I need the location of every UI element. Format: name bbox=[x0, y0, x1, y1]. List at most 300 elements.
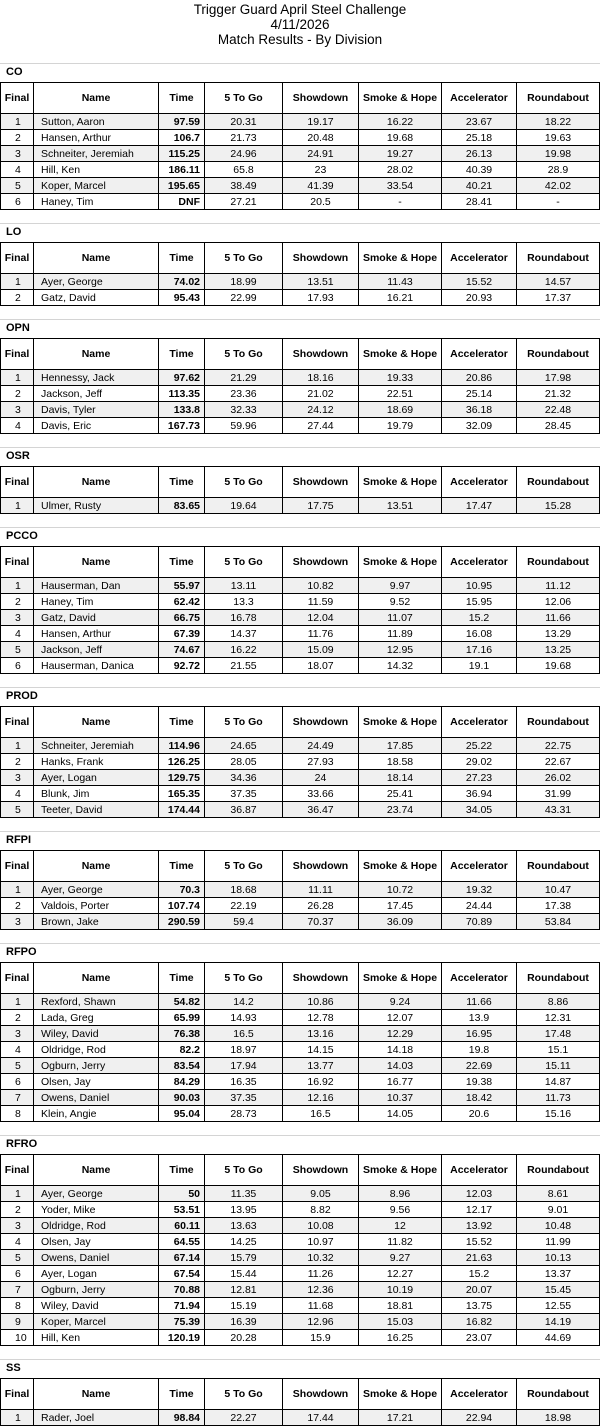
cell-accelerator: 19.32 bbox=[442, 882, 517, 898]
cell-name: Blunk, Jim bbox=[34, 786, 159, 802]
cell-showdown: 24 bbox=[283, 770, 359, 786]
cell-accelerator: 24.44 bbox=[442, 898, 517, 914]
cell-showdown: 8.82 bbox=[283, 1202, 359, 1218]
table-row bbox=[1, 1106, 600, 1122]
column-header-five-to-go: 5 To Go bbox=[205, 243, 283, 274]
column-header-final: Final bbox=[1, 243, 34, 274]
cell-roundabout: 11.12 bbox=[517, 578, 600, 594]
division-spacer bbox=[0, 210, 600, 223]
table-row bbox=[1, 1058, 600, 1074]
cell-name: Hansen, Arthur bbox=[34, 130, 159, 146]
cell-name: Hill, Ken bbox=[34, 1330, 159, 1346]
cell-roundabout: 31.99 bbox=[517, 786, 600, 802]
cell-time: 165.35 bbox=[159, 786, 205, 802]
column-header-five-to-go: 5 To Go bbox=[205, 963, 283, 994]
column-header-five-to-go: 5 To Go bbox=[205, 339, 283, 370]
cell-final: 2 bbox=[1, 898, 34, 914]
table-row bbox=[1, 1026, 600, 1042]
cell-accelerator: 21.63 bbox=[442, 1250, 517, 1266]
cell-final: 1 bbox=[1, 498, 34, 514]
table-row bbox=[1, 1282, 600, 1298]
cell-accelerator: 15.2 bbox=[442, 1266, 517, 1282]
cell-five-to-go: 21.29 bbox=[205, 370, 283, 386]
division-label: LO bbox=[0, 224, 600, 242]
cell-showdown: 13.16 bbox=[283, 1026, 359, 1042]
cell-showdown: 33.66 bbox=[283, 786, 359, 802]
divisions-container bbox=[0, 64, 600, 1426]
cell-final: 1 bbox=[1, 882, 34, 898]
cell-accelerator: 18.42 bbox=[442, 1090, 517, 1106]
header-row bbox=[1, 83, 600, 114]
cell-smoke-and-hope: 16.21 bbox=[359, 290, 442, 306]
table-row bbox=[1, 1410, 600, 1426]
cell-accelerator: 29.02 bbox=[442, 754, 517, 770]
cell-smoke-and-hope: 14.32 bbox=[359, 658, 442, 674]
cell-smoke-and-hope: 12.07 bbox=[359, 1010, 442, 1026]
column-header-five-to-go: 5 To Go bbox=[205, 1155, 283, 1186]
table-row bbox=[1, 578, 600, 594]
column-header-five-to-go: 5 To Go bbox=[205, 1379, 283, 1410]
cell-roundabout: 15.1 bbox=[517, 1042, 600, 1058]
cell-accelerator: 13.92 bbox=[442, 1218, 517, 1234]
cell-name: Gatz, David bbox=[34, 290, 159, 306]
cell-roundabout: 26.02 bbox=[517, 770, 600, 786]
cell-final: 1 bbox=[1, 738, 34, 754]
title-block bbox=[0, 2, 600, 64]
column-header-smoke-and-hope: Smoke & Hope bbox=[359, 243, 442, 274]
table-row bbox=[1, 1314, 600, 1330]
column-header-roundabout: Roundabout bbox=[517, 963, 600, 994]
match-date: 4/11/2026 bbox=[270, 17, 330, 32]
header-row bbox=[1, 1379, 600, 1410]
cell-roundabout: 13.25 bbox=[517, 642, 600, 658]
cell-time: 62.42 bbox=[159, 594, 205, 610]
cell-smoke-and-hope: 9.97 bbox=[359, 578, 442, 594]
cell-smoke-and-hope: 10.37 bbox=[359, 1090, 442, 1106]
table-row bbox=[1, 130, 600, 146]
cell-five-to-go: 13.95 bbox=[205, 1202, 283, 1218]
cell-accelerator: 27.23 bbox=[442, 770, 517, 786]
cell-final: 6 bbox=[1, 1266, 34, 1282]
cell-five-to-go: 59.4 bbox=[205, 914, 283, 930]
cell-final: 5 bbox=[1, 178, 34, 194]
cell-five-to-go: 20.28 bbox=[205, 1330, 283, 1346]
cell-name: Wiley, David bbox=[34, 1026, 159, 1042]
cell-name: Lada, Greg bbox=[34, 1010, 159, 1026]
results-table bbox=[0, 1378, 600, 1426]
cell-smoke-and-hope: 33.54 bbox=[359, 178, 442, 194]
cell-showdown: 24.91 bbox=[283, 146, 359, 162]
cell-five-to-go: 32.33 bbox=[205, 402, 283, 418]
cell-final: 6 bbox=[1, 658, 34, 674]
column-header-final: Final bbox=[1, 339, 34, 370]
cell-time: 107.74 bbox=[159, 898, 205, 914]
cell-roundabout: 17.37 bbox=[517, 290, 600, 306]
cell-final: 6 bbox=[1, 194, 34, 210]
cell-final: 2 bbox=[1, 754, 34, 770]
cell-name: Rexford, Shawn bbox=[34, 994, 159, 1010]
division-rfro bbox=[0, 1136, 600, 1360]
division-lo bbox=[0, 224, 600, 320]
column-header-accelerator: Accelerator bbox=[442, 467, 517, 498]
column-header-smoke-and-hope: Smoke & Hope bbox=[359, 83, 442, 114]
column-header-accelerator: Accelerator bbox=[442, 547, 517, 578]
column-header-showdown: Showdown bbox=[283, 963, 359, 994]
cell-final: 1 bbox=[1, 1410, 34, 1426]
cell-time: 65.99 bbox=[159, 1010, 205, 1026]
cell-showdown: 16.5 bbox=[283, 1106, 359, 1122]
column-header-time: Time bbox=[159, 1379, 205, 1410]
table-row bbox=[1, 1186, 600, 1202]
cell-smoke-and-hope: 12.27 bbox=[359, 1266, 442, 1282]
cell-showdown: 20.5 bbox=[283, 194, 359, 210]
table-row bbox=[1, 1298, 600, 1314]
column-header-time: Time bbox=[159, 83, 205, 114]
cell-name: Ulmer, Rusty bbox=[34, 498, 159, 514]
column-header-accelerator: Accelerator bbox=[442, 83, 517, 114]
column-header-showdown: Showdown bbox=[283, 1155, 359, 1186]
cell-smoke-and-hope: 14.03 bbox=[359, 1058, 442, 1074]
match-subtitle: Match Results - By Division bbox=[217, 32, 383, 47]
column-header-showdown: Showdown bbox=[283, 339, 359, 370]
cell-name: Valdois, Porter bbox=[34, 898, 159, 914]
cell-roundabout: 18.22 bbox=[517, 114, 600, 130]
header-row bbox=[1, 707, 600, 738]
division-label: OPN bbox=[0, 320, 600, 338]
cell-smoke-and-hope: 9.24 bbox=[359, 994, 442, 1010]
cell-showdown: 11.11 bbox=[283, 882, 359, 898]
cell-showdown: 12.16 bbox=[283, 1090, 359, 1106]
cell-name: Haney, Tim bbox=[34, 594, 159, 610]
cell-five-to-go: 22.19 bbox=[205, 898, 283, 914]
cell-time: 129.75 bbox=[159, 770, 205, 786]
cell-roundabout: 21.32 bbox=[517, 386, 600, 402]
cell-name: Jackson, Jeff bbox=[34, 386, 159, 402]
cell-showdown: 41.39 bbox=[283, 178, 359, 194]
cell-showdown: 10.82 bbox=[283, 578, 359, 594]
division-spacer bbox=[0, 306, 600, 319]
header-row bbox=[1, 547, 600, 578]
cell-showdown: 70.37 bbox=[283, 914, 359, 930]
division-opn bbox=[0, 320, 600, 448]
results-table bbox=[0, 82, 600, 210]
cell-five-to-go: 11.35 bbox=[205, 1186, 283, 1202]
cell-showdown: 10.86 bbox=[283, 994, 359, 1010]
cell-accelerator: 70.89 bbox=[442, 914, 517, 930]
cell-roundabout: 11.73 bbox=[517, 1090, 600, 1106]
cell-final: 5 bbox=[1, 802, 34, 818]
cell-time: 195.65 bbox=[159, 178, 205, 194]
division-prod bbox=[0, 688, 600, 832]
cell-smoke-and-hope: 18.14 bbox=[359, 770, 442, 786]
cell-five-to-go: 59.96 bbox=[205, 418, 283, 434]
cell-accelerator: 15.52 bbox=[442, 274, 517, 290]
table-row bbox=[1, 1218, 600, 1234]
table-row bbox=[1, 274, 600, 290]
cell-accelerator: 16.82 bbox=[442, 1314, 517, 1330]
column-header-time: Time bbox=[159, 339, 205, 370]
cell-smoke-and-hope: 12 bbox=[359, 1218, 442, 1234]
cell-time: 67.54 bbox=[159, 1266, 205, 1282]
cell-smoke-and-hope: 18.69 bbox=[359, 402, 442, 418]
table-row bbox=[1, 610, 600, 626]
division-spacer bbox=[0, 674, 600, 687]
cell-five-to-go: 16.39 bbox=[205, 1314, 283, 1330]
cell-accelerator: 12.03 bbox=[442, 1186, 517, 1202]
cell-roundabout: 8.86 bbox=[517, 994, 600, 1010]
cell-accelerator: 10.95 bbox=[442, 578, 517, 594]
cell-final: 5 bbox=[1, 642, 34, 658]
cell-smoke-and-hope: 14.05 bbox=[359, 1106, 442, 1122]
cell-time: 113.35 bbox=[159, 386, 205, 402]
column-header-name: Name bbox=[34, 83, 159, 114]
column-header-showdown: Showdown bbox=[283, 707, 359, 738]
cell-five-to-go: 16.22 bbox=[205, 642, 283, 658]
results-table bbox=[0, 706, 600, 818]
cell-final: 4 bbox=[1, 1234, 34, 1250]
results-table bbox=[0, 466, 600, 514]
cell-name: Haney, Tim bbox=[34, 194, 159, 210]
cell-showdown: 15.09 bbox=[283, 642, 359, 658]
cell-roundabout: 19.98 bbox=[517, 146, 600, 162]
cell-accelerator: 11.66 bbox=[442, 994, 517, 1010]
cell-final: 8 bbox=[1, 1106, 34, 1122]
table-row bbox=[1, 594, 600, 610]
cell-name: Jackson, Jeff bbox=[34, 642, 159, 658]
cell-showdown: 11.26 bbox=[283, 1266, 359, 1282]
cell-name: Schneiter, Jeremiah bbox=[34, 146, 159, 162]
cell-smoke-and-hope: 15.03 bbox=[359, 1314, 442, 1330]
division-label: RFPI bbox=[0, 832, 600, 850]
column-header-name: Name bbox=[34, 1379, 159, 1410]
column-header-roundabout: Roundabout bbox=[517, 1379, 600, 1410]
cell-roundabout: 15.28 bbox=[517, 498, 600, 514]
cell-roundabout: - bbox=[517, 194, 600, 210]
results-table bbox=[0, 1154, 600, 1346]
cell-time: 95.43 bbox=[159, 290, 205, 306]
division-spacer bbox=[0, 930, 600, 943]
cell-five-to-go: 15.44 bbox=[205, 1266, 283, 1282]
cell-five-to-go: 13.63 bbox=[205, 1218, 283, 1234]
cell-smoke-and-hope: 19.68 bbox=[359, 130, 442, 146]
cell-roundabout: 53.84 bbox=[517, 914, 600, 930]
cell-smoke-and-hope: 9.56 bbox=[359, 1202, 442, 1218]
cell-roundabout: 13.37 bbox=[517, 1266, 600, 1282]
cell-smoke-and-hope: 13.51 bbox=[359, 498, 442, 514]
cell-smoke-and-hope: 11.89 bbox=[359, 626, 442, 642]
table-row bbox=[1, 770, 600, 786]
cell-accelerator: 22.69 bbox=[442, 1058, 517, 1074]
column-header-name: Name bbox=[34, 851, 159, 882]
column-header-roundabout: Roundabout bbox=[517, 547, 600, 578]
cell-smoke-and-hope: 16.22 bbox=[359, 114, 442, 130]
division-rfpo bbox=[0, 944, 600, 1136]
cell-five-to-go: 20.31 bbox=[205, 114, 283, 130]
cell-five-to-go: 28.73 bbox=[205, 1106, 283, 1122]
cell-five-to-go: 27.21 bbox=[205, 194, 283, 210]
cell-name: Klein, Angie bbox=[34, 1106, 159, 1122]
results-table bbox=[0, 338, 600, 434]
table-row bbox=[1, 418, 600, 434]
cell-roundabout: 11.99 bbox=[517, 1234, 600, 1250]
cell-accelerator: 25.14 bbox=[442, 386, 517, 402]
cell-accelerator: 15.95 bbox=[442, 594, 517, 610]
cell-time: 53.51 bbox=[159, 1202, 205, 1218]
cell-roundabout: 22.75 bbox=[517, 738, 600, 754]
cell-time: 95.04 bbox=[159, 1106, 205, 1122]
results-table bbox=[0, 962, 600, 1122]
cell-showdown: 12.04 bbox=[283, 610, 359, 626]
cell-roundabout: 15.16 bbox=[517, 1106, 600, 1122]
cell-roundabout: 17.48 bbox=[517, 1026, 600, 1042]
header-row bbox=[1, 1155, 600, 1186]
cell-five-to-go: 17.94 bbox=[205, 1058, 283, 1074]
cell-showdown: 9.05 bbox=[283, 1186, 359, 1202]
table-row bbox=[1, 498, 600, 514]
column-header-showdown: Showdown bbox=[283, 547, 359, 578]
cell-five-to-go: 14.2 bbox=[205, 994, 283, 1010]
column-header-showdown: Showdown bbox=[283, 83, 359, 114]
cell-name: Hauserman, Dan bbox=[34, 578, 159, 594]
cell-roundabout: 13.29 bbox=[517, 626, 600, 642]
header-row bbox=[1, 467, 600, 498]
cell-final: 6 bbox=[1, 1074, 34, 1090]
cell-name: Davis, Eric bbox=[34, 418, 159, 434]
cell-accelerator: 36.18 bbox=[442, 402, 517, 418]
cell-smoke-and-hope: 19.79 bbox=[359, 418, 442, 434]
column-header-five-to-go: 5 To Go bbox=[205, 83, 283, 114]
column-header-time: Time bbox=[159, 707, 205, 738]
division-spacer bbox=[0, 1346, 600, 1359]
cell-final: 4 bbox=[1, 418, 34, 434]
cell-smoke-and-hope: 9.27 bbox=[359, 1250, 442, 1266]
column-header-roundabout: Roundabout bbox=[517, 339, 600, 370]
column-header-final: Final bbox=[1, 547, 34, 578]
cell-showdown: 12.96 bbox=[283, 1314, 359, 1330]
column-header-showdown: Showdown bbox=[283, 243, 359, 274]
table-row bbox=[1, 882, 600, 898]
cell-smoke-and-hope: 9.52 bbox=[359, 594, 442, 610]
cell-final: 2 bbox=[1, 130, 34, 146]
column-header-name: Name bbox=[34, 467, 159, 498]
division-spacer bbox=[0, 818, 600, 831]
column-header-name: Name bbox=[34, 963, 159, 994]
cell-roundabout: 11.66 bbox=[517, 610, 600, 626]
cell-five-to-go: 13.11 bbox=[205, 578, 283, 594]
cell-showdown: 12.36 bbox=[283, 1282, 359, 1298]
cell-showdown: 19.17 bbox=[283, 114, 359, 130]
cell-five-to-go: 36.87 bbox=[205, 802, 283, 818]
column-header-accelerator: Accelerator bbox=[442, 1379, 517, 1410]
table-row bbox=[1, 386, 600, 402]
cell-showdown: 10.97 bbox=[283, 1234, 359, 1250]
cell-name: Hill, Ken bbox=[34, 162, 159, 178]
cell-showdown: 26.28 bbox=[283, 898, 359, 914]
cell-accelerator: 19.38 bbox=[442, 1074, 517, 1090]
cell-final: 4 bbox=[1, 162, 34, 178]
cell-five-to-go: 37.35 bbox=[205, 786, 283, 802]
division-label: PCCO bbox=[0, 528, 600, 546]
results-table bbox=[0, 546, 600, 674]
cell-five-to-go: 38.49 bbox=[205, 178, 283, 194]
cell-smoke-and-hope: 23.74 bbox=[359, 802, 442, 818]
cell-final: 3 bbox=[1, 914, 34, 930]
cell-accelerator: 16.08 bbox=[442, 626, 517, 642]
cell-smoke-and-hope: 18.81 bbox=[359, 1298, 442, 1314]
cell-final: 4 bbox=[1, 786, 34, 802]
cell-accelerator: 34.05 bbox=[442, 802, 517, 818]
table-row bbox=[1, 146, 600, 162]
cell-name: Owens, Daniel bbox=[34, 1090, 159, 1106]
cell-final: 3 bbox=[1, 1218, 34, 1234]
cell-time: 167.73 bbox=[159, 418, 205, 434]
table-row bbox=[1, 114, 600, 130]
column-header-accelerator: Accelerator bbox=[442, 339, 517, 370]
column-header-name: Name bbox=[34, 1155, 159, 1186]
cell-time: 75.39 bbox=[159, 1314, 205, 1330]
cell-roundabout: 8.61 bbox=[517, 1186, 600, 1202]
cell-time: 83.65 bbox=[159, 498, 205, 514]
cell-time: 74.02 bbox=[159, 274, 205, 290]
table-row bbox=[1, 738, 600, 754]
cell-time: 67.39 bbox=[159, 626, 205, 642]
division-rfpi bbox=[0, 832, 600, 944]
cell-smoke-and-hope: 19.27 bbox=[359, 146, 442, 162]
header-row bbox=[1, 243, 600, 274]
cell-five-to-go: 15.79 bbox=[205, 1250, 283, 1266]
cell-five-to-go: 34.36 bbox=[205, 770, 283, 786]
column-header-accelerator: Accelerator bbox=[442, 851, 517, 882]
cell-time: 66.75 bbox=[159, 610, 205, 626]
cell-five-to-go: 28.05 bbox=[205, 754, 283, 770]
cell-time: 186.11 bbox=[159, 162, 205, 178]
header-row bbox=[1, 851, 600, 882]
cell-accelerator: 20.86 bbox=[442, 370, 517, 386]
cell-roundabout: 14.87 bbox=[517, 1074, 600, 1090]
column-header-name: Name bbox=[34, 707, 159, 738]
cell-smoke-and-hope: - bbox=[359, 194, 442, 210]
cell-five-to-go: 24.65 bbox=[205, 738, 283, 754]
cell-accelerator: 36.94 bbox=[442, 786, 517, 802]
cell-five-to-go: 19.64 bbox=[205, 498, 283, 514]
division-label: SS bbox=[0, 1360, 600, 1378]
header-row bbox=[1, 963, 600, 994]
column-header-smoke-and-hope: Smoke & Hope bbox=[359, 467, 442, 498]
cell-accelerator: 40.39 bbox=[442, 162, 517, 178]
column-header-time: Time bbox=[159, 963, 205, 994]
column-header-five-to-go: 5 To Go bbox=[205, 851, 283, 882]
cell-time: 67.14 bbox=[159, 1250, 205, 1266]
cell-name: Oldridge, Rod bbox=[34, 1042, 159, 1058]
column-header-roundabout: Roundabout bbox=[517, 467, 600, 498]
column-header-five-to-go: 5 To Go bbox=[205, 707, 283, 738]
column-header-final: Final bbox=[1, 1379, 34, 1410]
cell-final: 3 bbox=[1, 610, 34, 626]
table-row bbox=[1, 802, 600, 818]
cell-accelerator: 13.75 bbox=[442, 1298, 517, 1314]
cell-roundabout: 14.19 bbox=[517, 1314, 600, 1330]
cell-smoke-and-hope: 11.43 bbox=[359, 274, 442, 290]
division-spacer bbox=[0, 1122, 600, 1135]
column-header-time: Time bbox=[159, 1155, 205, 1186]
table-row bbox=[1, 626, 600, 642]
cell-final: 5 bbox=[1, 1250, 34, 1266]
column-header-accelerator: Accelerator bbox=[442, 963, 517, 994]
results-table bbox=[0, 850, 600, 930]
cell-name: Gatz, David bbox=[34, 610, 159, 626]
table-row bbox=[1, 370, 600, 386]
table-row bbox=[1, 1074, 600, 1090]
